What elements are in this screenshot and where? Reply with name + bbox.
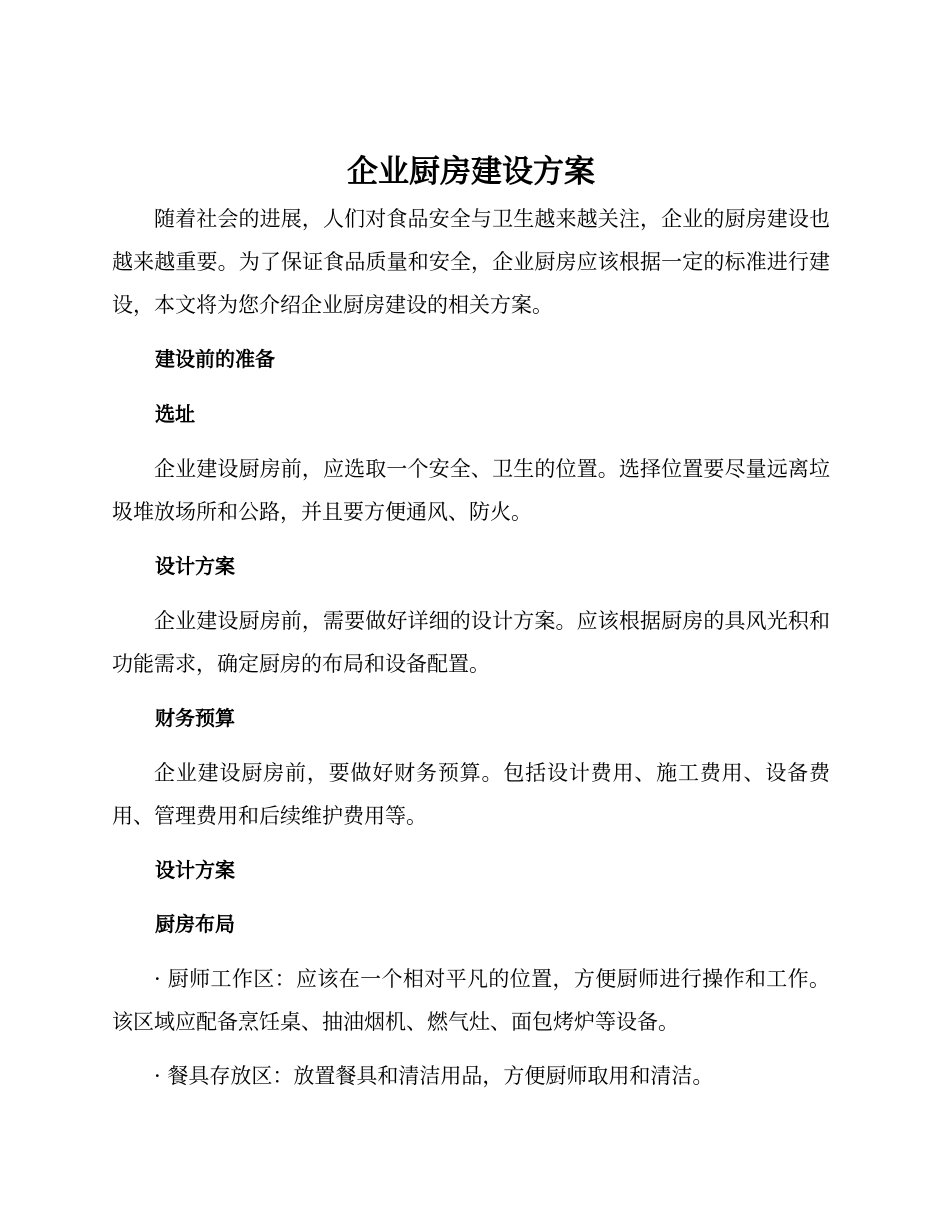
document-title: 企业厨房建设方案 <box>347 154 595 190</box>
heading-kitchen-layout: 厨房布局 <box>155 912 235 936</box>
heading-site-selection: 选址 <box>155 402 195 426</box>
intro-paragraph: 随着社会的进展，人们对食品安全与卫生越来越关注，企业的厨房建设也越来越重要。为了保证食品质量和安全，企业厨房应该根据一定的标准进行建设，本文将为您介绍企业厨房建设的相关方案。 <box>112 207 830 317</box>
bullet-tableware-storage: · 餐具存放区：放置餐具和清洁用品，方便厨师取用和清洁。 <box>154 1064 714 1088</box>
design-plan-paragraph: 企业建设厨房前，需要做好详细的设计方案。应该根据厨房的具风光积和功能需求，确定厨房的布局和设备配置。 <box>112 609 830 676</box>
bullet-chef-work-area: · 厨师工作区：应该在一个相对平凡的位置，方便厨师进行操作和工作。该区域应配备烹饪桌、抽油烟机、燃气灶、面包烤炉等设备。 <box>112 967 830 1034</box>
heading-design-plan-2: 设计方案 <box>155 858 235 882</box>
heading-design-plan: 设计方案 <box>155 554 235 578</box>
heading-budget: 财务预算 <box>155 706 235 730</box>
budget-paragraph: 企业建设厨房前，要做好财务预算。包括设计费用、施工费用、设备费用、管理费用和后续维护费用等。 <box>112 761 830 828</box>
site-selection-paragraph: 企业建设厨房前，应选取一个安全、卫生的位置。选择位置要尽量远离垃圾堆放场所和公路，并且要方便通风、防火。 <box>112 457 830 524</box>
heading-preparation: 建设前的准备 <box>155 347 275 371</box>
